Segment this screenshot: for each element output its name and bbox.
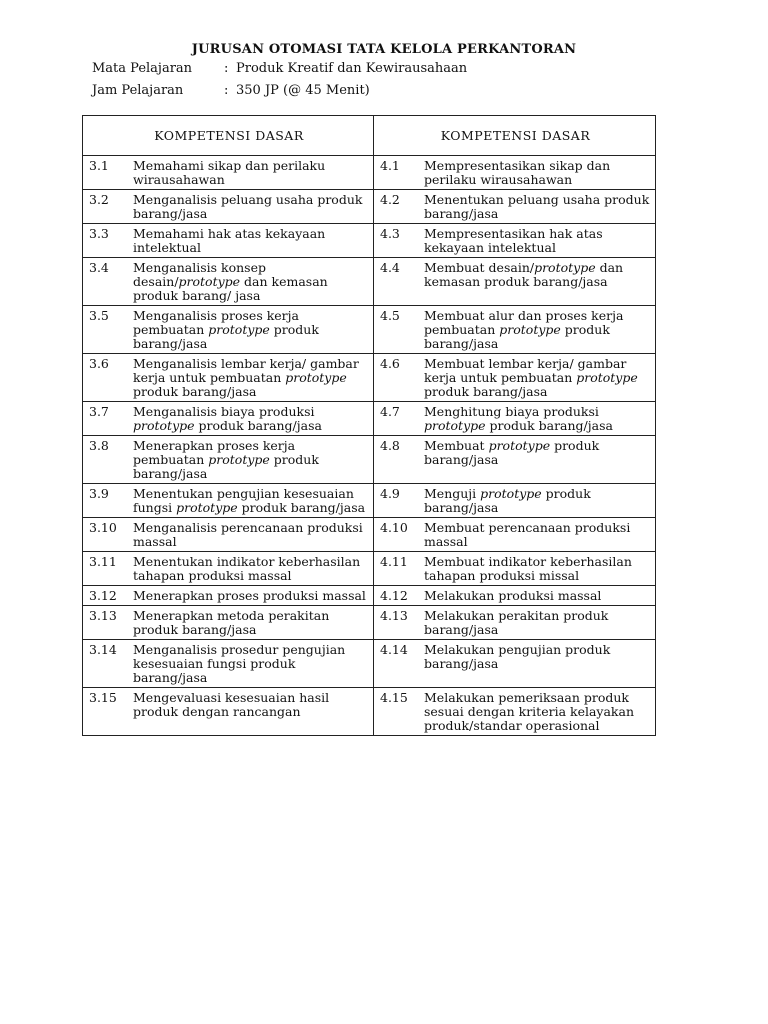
competency-entry bbox=[380, 193, 651, 221]
competency-text: Membuat prototype produk barang/jasa bbox=[424, 438, 600, 467]
table-cell-kd-3 bbox=[83, 190, 374, 224]
table-row bbox=[83, 190, 656, 224]
competency-text: Mempresentasikan sikap dan perilaku wirausahawan bbox=[424, 158, 611, 187]
competency-number: 3.9 bbox=[89, 486, 109, 501]
competency-text: Menentukan indikator keberhasilan tahapan produksi massal bbox=[133, 554, 361, 583]
table-cell-kd-4 bbox=[374, 402, 656, 436]
column-header-kd-3: KOMPETENSI DASAR bbox=[83, 116, 374, 156]
competency-text: Menguji prototype produk barang/jasa bbox=[424, 486, 591, 515]
table-cell-kd-4 bbox=[374, 606, 656, 640]
competency-number: 3.6 bbox=[89, 356, 109, 371]
competency-text: Menghitung biaya produksi prototype produk barang/jasa bbox=[424, 404, 613, 433]
competency-entry bbox=[380, 609, 651, 637]
competency-entry bbox=[380, 691, 651, 733]
competency-entry bbox=[380, 555, 651, 583]
competency-number: 3.8 bbox=[89, 438, 109, 453]
competency-text: Menerapkan metoda perakitan produk barang/jasa bbox=[133, 608, 330, 637]
table-cell-kd-3 bbox=[83, 224, 374, 258]
table-row bbox=[83, 518, 656, 552]
competency-text: Membuat lembar kerja/ gambar kerja untuk pembuatan prototype produk barang/jasa bbox=[424, 356, 638, 399]
table-cell-kd-4 bbox=[374, 354, 656, 402]
table-cell-kd-3 bbox=[83, 688, 374, 736]
table-cell-kd-4 bbox=[374, 484, 656, 518]
competency-number: 3.15 bbox=[89, 690, 117, 705]
table-row bbox=[83, 156, 656, 190]
table-cell-kd-3 bbox=[83, 484, 374, 518]
competency-entry bbox=[380, 643, 651, 671]
document-title: JURUSAN OTOMASI TATA KELOLA PERKANTORAN bbox=[191, 42, 577, 57]
competency-number: 3.4 bbox=[89, 260, 109, 275]
table-row bbox=[83, 484, 656, 518]
table-cell-kd-4 bbox=[374, 586, 656, 606]
competency-text: Menganalisis prosedur pengujian kesesuaian fungsi produk barang/jasa bbox=[133, 642, 346, 685]
competency-number: 4.10 bbox=[380, 520, 408, 535]
table-row bbox=[83, 552, 656, 586]
competency-entry bbox=[89, 609, 369, 637]
competency-number: 4.8 bbox=[380, 438, 400, 453]
competency-entry bbox=[89, 309, 369, 351]
mata-pelajaran-row bbox=[92, 61, 467, 76]
competency-number: 3.13 bbox=[89, 608, 117, 623]
competency-number: 3.5 bbox=[89, 308, 109, 323]
competency-number: 4.12 bbox=[380, 588, 408, 603]
table-header-row bbox=[83, 116, 656, 156]
competency-text: Melakukan perakitan produk barang/jasa bbox=[424, 608, 609, 637]
competency-number: 3.7 bbox=[89, 404, 109, 419]
table-cell-kd-3 bbox=[83, 436, 374, 484]
table-cell-kd-3 bbox=[83, 586, 374, 606]
competency-number: 4.2 bbox=[380, 192, 400, 207]
competency-entry bbox=[380, 439, 651, 467]
table-row bbox=[83, 688, 656, 736]
competency-text: Melakukan pengujian produk barang/jasa bbox=[424, 642, 611, 671]
competency-number: 3.14 bbox=[89, 642, 117, 657]
competency-text: Menerapkan proses kerja pembuatan prototype produk barang/jasa bbox=[133, 438, 319, 481]
table-cell-kd-4 bbox=[374, 190, 656, 224]
table-cell-kd-4 bbox=[374, 224, 656, 258]
competency-entry bbox=[380, 521, 651, 549]
mata-pelajaran-label: Mata Pelajaran bbox=[92, 61, 193, 76]
competency-number: 4.11 bbox=[380, 554, 408, 569]
competency-text: Memahami hak atas kekayaan intelektual bbox=[133, 226, 326, 255]
competency-entry bbox=[89, 357, 369, 399]
competency-text: Menganalisis lembar kerja/ gambar kerja untuk pembuatan prototype produk barang/jasa bbox=[133, 356, 359, 399]
table-cell-kd-4 bbox=[374, 640, 656, 688]
table-cell-kd-4 bbox=[374, 306, 656, 354]
competency-text: Menganalisis peluang usaha produk barang/jasa bbox=[133, 192, 363, 221]
jam-pelajaran-value: 350 JP (@ 45 Menit) bbox=[236, 83, 370, 98]
competency-entry bbox=[89, 643, 369, 685]
competency-number: 3.12 bbox=[89, 588, 117, 603]
table-cell-kd-3 bbox=[83, 518, 374, 552]
competency-number: 3.10 bbox=[89, 520, 117, 535]
table-row bbox=[83, 606, 656, 640]
kompetensi-table bbox=[82, 115, 656, 736]
competency-entry bbox=[89, 159, 369, 187]
competency-text: Membuat alur dan proses kerja pembuatan prototype produk barang/jasa bbox=[424, 308, 624, 351]
table-row bbox=[83, 258, 656, 306]
table-cell-kd-4 bbox=[374, 258, 656, 306]
table-row bbox=[83, 224, 656, 258]
table-cell-kd-4 bbox=[374, 552, 656, 586]
table-row bbox=[83, 436, 656, 484]
table-cell-kd-3 bbox=[83, 306, 374, 354]
competency-entry bbox=[89, 691, 369, 719]
jam-pelajaran-row bbox=[92, 83, 370, 98]
column-header-kd-4: KOMPETENSI DASAR bbox=[374, 116, 656, 156]
competency-entry bbox=[380, 309, 651, 351]
competency-entry bbox=[89, 487, 369, 515]
competency-number: 4.1 bbox=[380, 158, 400, 173]
table-row bbox=[83, 586, 656, 606]
jam-pelajaran-colon: : bbox=[224, 83, 229, 98]
competency-text: Menganalisis proses kerja pembuatan prototype produk barang/jasa bbox=[133, 308, 319, 351]
competency-number: 4.5 bbox=[380, 308, 400, 323]
competency-entry bbox=[89, 193, 369, 221]
table-cell-kd-4 bbox=[374, 688, 656, 736]
competency-text: Membuat perencanaan produksi massal bbox=[424, 520, 631, 549]
competency-number: 4.14 bbox=[380, 642, 408, 657]
competency-text: Mempresentasikan hak atas kekayaan intelektual bbox=[424, 226, 603, 255]
competency-entry bbox=[89, 555, 369, 583]
competency-text: Melakukan pemeriksaan produk sesuai dengan kriteria kelayakan produk/standar operasional bbox=[424, 690, 635, 733]
competency-number: 4.6 bbox=[380, 356, 400, 371]
competency-entry bbox=[89, 227, 369, 255]
competency-number: 3.11 bbox=[89, 554, 117, 569]
mata-pelajaran-value: Produk Kreatif dan Kewirausahaan bbox=[236, 61, 468, 76]
competency-text: Mengevaluasi kesesuaian hasil produk dengan rancangan bbox=[133, 690, 330, 719]
competency-number: 4.3 bbox=[380, 226, 400, 241]
table-cell-kd-3 bbox=[83, 354, 374, 402]
competency-number: 4.9 bbox=[380, 486, 400, 501]
competency-number: 4.4 bbox=[380, 260, 400, 275]
competency-entry bbox=[89, 439, 369, 481]
table-body bbox=[83, 156, 656, 736]
mata-pelajaran-colon: : bbox=[224, 61, 229, 76]
table-row bbox=[83, 640, 656, 688]
competency-text: Melakukan produksi massal bbox=[424, 588, 602, 603]
competency-number: 4.15 bbox=[380, 690, 408, 705]
competency-entry bbox=[380, 405, 651, 433]
table-cell-kd-3 bbox=[83, 402, 374, 436]
table-cell-kd-4 bbox=[374, 436, 656, 484]
competency-text: Menentukan pengujian kesesuaian fungsi prototype produk barang/jasa bbox=[133, 486, 366, 515]
competency-number: 3.3 bbox=[89, 226, 109, 241]
competency-entry bbox=[380, 487, 651, 515]
table-cell-kd-3 bbox=[83, 156, 374, 190]
kompetensi-table-container bbox=[82, 115, 655, 736]
competency-entry bbox=[89, 405, 369, 433]
table-cell-kd-3 bbox=[83, 606, 374, 640]
competency-entry bbox=[380, 589, 651, 603]
competency-entry bbox=[380, 159, 651, 187]
table-row bbox=[83, 354, 656, 402]
competency-entry bbox=[380, 227, 651, 255]
competency-text: Menerapkan proses produksi massal bbox=[133, 588, 366, 603]
competency-text: Menganalisis biaya produksi prototype produk barang/jasa bbox=[133, 404, 322, 433]
jam-pelajaran-label: Jam Pelajaran bbox=[92, 83, 184, 98]
competency-text: Membuat desain/prototype dan kemasan produk barang/jasa bbox=[424, 260, 624, 289]
competency-entry bbox=[89, 261, 369, 303]
table-cell-kd-3 bbox=[83, 258, 374, 306]
table-row bbox=[83, 402, 656, 436]
competency-number: 4.13 bbox=[380, 608, 408, 623]
competency-number: 3.2 bbox=[89, 192, 109, 207]
competency-text: Membuat indikator keberhasilan tahapan produksi missal bbox=[424, 554, 632, 583]
competency-number: 4.7 bbox=[380, 404, 400, 419]
competency-entry bbox=[380, 357, 651, 399]
table-cell-kd-3 bbox=[83, 640, 374, 688]
competency-entry bbox=[89, 589, 369, 603]
table-cell-kd-4 bbox=[374, 156, 656, 190]
table-row bbox=[83, 306, 656, 354]
competency-text: Menentukan peluang usaha produk barang/jasa bbox=[424, 192, 650, 221]
competency-number: 3.1 bbox=[89, 158, 109, 173]
competency-text: Menganalisis konsep desain/prototype dan kemasan produk barang/ jasa bbox=[133, 260, 328, 303]
competency-entry bbox=[89, 521, 369, 549]
competency-entry bbox=[380, 261, 651, 289]
table-cell-kd-4 bbox=[374, 518, 656, 552]
table-cell-kd-3 bbox=[83, 552, 374, 586]
competency-text: Menganalisis perencanaan produksi massal bbox=[133, 520, 363, 549]
competency-text: Memahami sikap dan perilaku wirausahawan bbox=[133, 158, 326, 187]
